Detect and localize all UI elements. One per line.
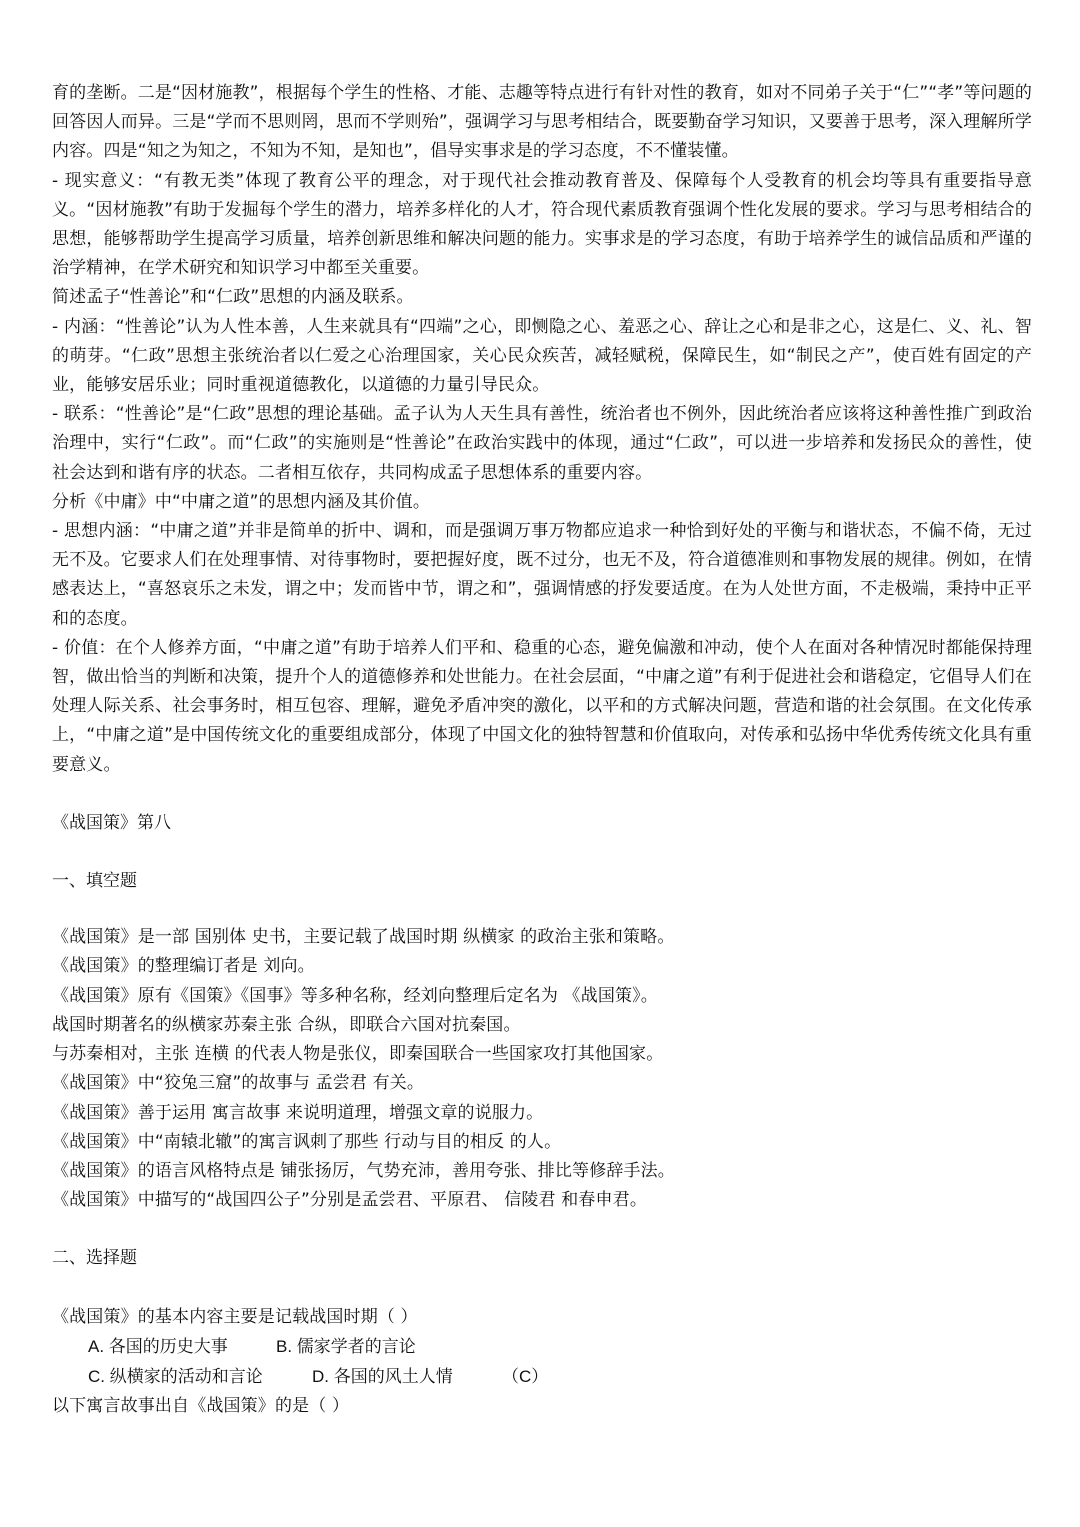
choice-question-2 [52,1392,1032,1421]
fill-blank-item: 《战国策》善于运用 寓言故事 来说明道理，增强文章的说服力。 [52,1102,544,1123]
paragraph-mencius-connotation: - 内涵：“性善论”认为人性本善，人生来就具有“四端”之心，即恻隐之心、羞恶之心、辞让之心和是非之心，这是仁、义、礼、智的萌芽。“仁政”思想主张统治者以仁爱之心治理国家，关心民众疾苦，减轻赋税，保障民生，如“制民之产”，使百姓有固定的产业，能够安居乐业；同时重视道德教化，以道德的力量引导民众。 [52,316,1032,396]
paragraph-zhongyong-connotation: - 思想内涵：“中庸之道”并非是简单的折中、调和，而是强调万事万物都应追求一种恰到好处的平衡与和谐状态，不偏不倚，无过无不及。它要求人们在处理事情、对待事物时，要把握好度，既不过分，也无不及，符合道德准则和事物发展的规律。例如，在情感表达上，“喜怒哀乐之未发，谓之中；发而皆中节，谓之和”，强调情感的抒发要适度。在为人处世方面，不走极端，秉持中正平和的态度。 [52,521,1032,629]
section-title-multiple-choice: 二、选择题 [52,1248,137,1269]
paragraph-confucius-methods: 育的垄断。二是“因材施教”，根据每个学生的性格、才能、志趣等特点进行有针对性的教育，如对不同弟子关于“仁”“孝”等问题的回答因人而异。三是“学而不思则罔，思而不学则殆”，强调学习与思考相结合，既要勤奋学习知识，又要善于思考，深入理解所学内容。四是“知之为知之，不知为不知，是知也”，倡导实事求是的学习态度，不不懂装懂。 [52,83,1032,162]
paragraph-mencius-connection: - 联系：“性善论”是“仁政”思想的理论基础。孟子认为人天生具有善性，统治者也不例外，因此统治者应该将这种善性推广到政治治理中，实行“仁政”。而“仁政”的实施则是“性善论”在政治实践中的体现，通过“仁政”，可以进一步培养和发扬民众的善性，使社会达到和谐有序的状态。二者相互依存，共同构成孟子思想体系的重要内容。 [52,404,1032,483]
question-stem: 《战国策》的基本内容主要是记载战国时期（ ） [52,1306,418,1327]
fill-blank-item: 《战国策》原有《国策》《国事》等多种名称，经刘向整理后定名为 《战国策》。 [52,985,658,1006]
answer-label: （C） [502,1366,549,1386]
fill-blank-item: 战国时期著名的纵横家苏秦主张 合纵，即联合六国对抗秦国。 [52,1014,521,1035]
options-row-2 [52,1362,1032,1392]
option-d: D. 各国的风土人情 [312,1366,453,1386]
spacer [52,1215,1032,1244]
spacer [52,838,1032,867]
paragraph-zhongyong-value: - 价值：在个人修养方面，“中庸之道”有助于培养人们平和、稳重的心态，避免偏激和冲动，使个人在面对各种情况时都能保持理智，做出恰当的判断和决策，提升个人的道德修养和处世能力。在社会层面，“中庸之道”有利于促进社会和谐稳定，它倡导人们在处理人际关系、社会事务时，相互包容、理解，避免矛盾冲突的激化，以平和的方式解决问题，营造和谐的社会氛围。在文化传承上，“中庸之道”是中国传统文化的重要组成部分，体现了中国文化的独特智慧和价值取向，对传承和弘扬中华优秀传统文化具有重要意义。 [52,637,1032,775]
spacer [52,1274,1032,1303]
fill-blank-item: 《战国策》中描写的“战国四公子”分别是孟尝君、平原君、 信陵君 和春申君。 [52,1190,647,1211]
option-a: A. 各国的历史大事 [88,1336,228,1356]
fill-blank-item: 《战国策》中“狡兔三窟”的故事与 孟尝君 有关。 [52,1073,425,1094]
fill-blank-item: 与苏秦相对，主张 连横 的代表人物是张仪，即秦国联合一些国家攻打其他国家。 [52,1044,664,1065]
option-b: B. 儒家学者的言论 [276,1336,416,1356]
chapter-title: 《战国策》第八 [52,812,171,833]
paragraph-modern-significance: - 现实意义：“有教无类”体现了教育公平的理念，对于现代社会推动教育普及、保障每个人受教育的机会均等具有重要指导意义。“因材施教”有助于发掘每个学生的潜力，培养多样化的人才，符合现代素质教育强调个性化发展的要求。学习与思考相结合的思想，能够帮助学生提高学习质量，培养创新思维和解决问题的能力。实事求是的学习态度，有助于培养学生的诚信品质和严谨的治学精神，在学术研究和知识学习中都至关重要。 [52,170,1032,279]
option-c: C. 纵横家的活动和言论 [88,1366,263,1386]
section-title-fill-blank: 一、填空题 [52,871,137,892]
fill-blank-item: 《战国策》中“南辕北辙”的寓言讽刺了那些 行动与目的相反 的人。 [52,1131,562,1152]
question-zhongyong: 分析《中庸》中“中庸之道”的思想内涵及其价值。 [52,491,431,512]
question-mencius: 简述孟子“性善论”和“仁政”思想的内涵及联系。 [52,287,414,308]
fill-blank-item: 《战国策》的整理编订者是 刘向。 [52,956,315,977]
fill-blank-list [52,923,1032,1215]
fill-blank-item: 《战国策》的语言风格特点是 铺张扬厉，气势充沛，善用夸张、排比等修辞手法。 [52,1160,675,1181]
fill-blank-item: 《战国策》是一部 国别体 史书，主要记载了战国时期 纵横家 的政治主张和策略。 [52,927,675,948]
spacer [52,896,1032,923]
question-stem: 以下寓言故事出自《战国策》的是（ ） [52,1396,350,1417]
choice-question-1 [52,1303,1032,1393]
spacer [52,780,1032,809]
options-row-1 [52,1332,1032,1362]
document-page [52,79,1032,1421]
